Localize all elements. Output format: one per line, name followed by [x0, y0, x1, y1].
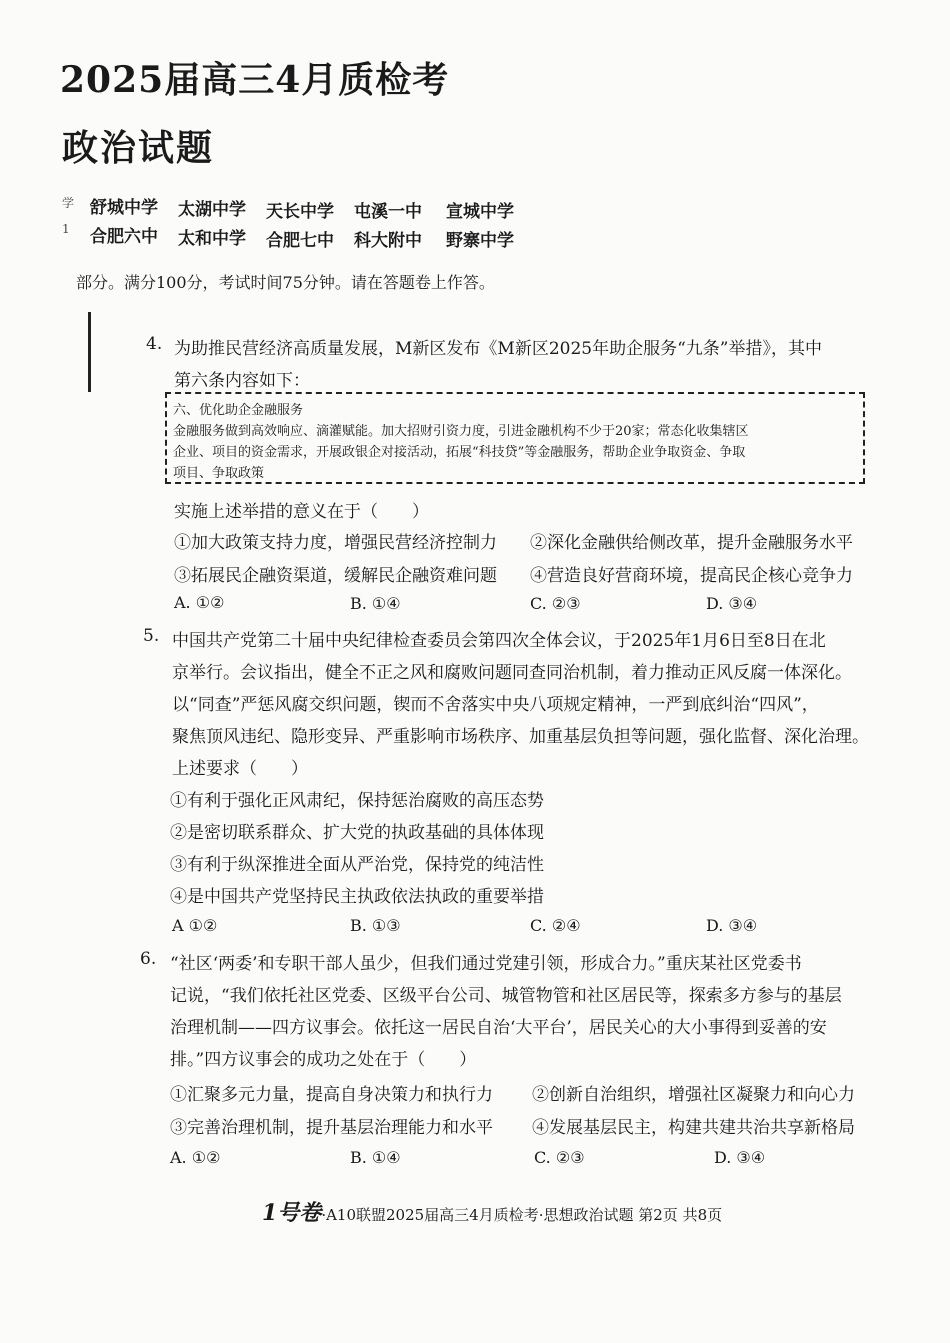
answer-choice: B. ①④	[350, 594, 401, 613]
publisher-logo: 1号卷	[262, 1200, 322, 1226]
school-name: 合肥七中	[266, 231, 334, 251]
answer-choice: D. ③④	[706, 916, 758, 935]
school-name: 宣城中学	[446, 202, 514, 222]
question-stem: 京举行。会议指出，健全不正之风和腐败问题同查同治机制，着力推动正风反腐一体深化。	[172, 663, 852, 683]
exam-note: 部分。满分100分，考试时间75分钟。请在答题卷上作答。	[76, 273, 495, 292]
box-line: 六、优化助企金融服务	[173, 403, 304, 418]
statement-item: ①加大政策支持力度，增强民营经济控制力	[174, 533, 497, 553]
margin-bar	[88, 312, 91, 392]
policy-excerpt-box	[165, 392, 865, 484]
school-name: 合肥六中	[90, 227, 158, 247]
statement-item: ②深化金融供给侧改革，提升金融服务水平	[530, 533, 853, 553]
question-stem: 以“同查”严惩风腐交织问题，锲而不舍落实中央八项规定精神，一严到底纠治“四风”，	[172, 695, 819, 715]
answer-choice: A. ①②	[170, 1148, 221, 1167]
answer-choice: D. ③④	[706, 594, 758, 613]
statement-item: ④是中国共产党坚持民主执政依法执政的重要举措	[170, 887, 544, 907]
school-name: 太湖中学	[178, 200, 246, 220]
school-name: 野寨中学	[446, 231, 514, 251]
answer-choice: C. ②④	[530, 916, 581, 935]
box-line: 企业、项目的资金需求，开展政银企对接活动，拓展“科技贷”等金融服务，帮助企业争取资金、争取	[173, 445, 746, 460]
question-ask: 上述要求（ ）	[172, 759, 308, 779]
question-ask: 排。”四方议事会的成功之处在于（ ）	[170, 1050, 477, 1070]
box-line: 项目、争取政策	[173, 466, 265, 481]
statement-item: ②是密切联系群众、扩大党的执政基础的具体体现	[170, 823, 544, 843]
school-name: 太和中学	[178, 229, 246, 249]
statement-item: ④营造良好营商环境，提高民企核心竞争力	[530, 566, 853, 586]
statement-item: ④发展基层民主，构建共建共治共享新格局	[532, 1118, 855, 1138]
school-name: 舒城中学	[90, 198, 158, 218]
statement-item: ③完善治理机制，提升基层治理能力和水平	[170, 1118, 493, 1138]
question-number: 4.	[146, 334, 163, 354]
school-name: 屯溪一中	[354, 202, 422, 222]
answer-choice: C. ②③	[534, 1148, 585, 1167]
question-number: 5.	[143, 626, 160, 646]
question-stem: 为助推民营经济高质量发展，M新区发布《M新区2025年助企服务“九条”举措》，其中	[174, 339, 822, 359]
answer-choice: A. ①②	[174, 593, 225, 612]
footer-text: ·A10联盟2025届高三4月质检考·思想政治试题 第2页 共8页	[321, 1206, 723, 1224]
question-stem: 中国共产党第二十届中央纪律检查委员会第四次全体会议，于2025年1月6日至8日在北	[172, 631, 826, 651]
answer-choice: B. ①④	[350, 1148, 401, 1167]
question-stem: 聚焦顶风违纪、隐形变异、严重影响市场秩序、加重基层负担等问题，强化监督、深化治理。	[172, 727, 869, 747]
subject-title: 政治试题	[62, 127, 215, 169]
question-stem: 治理机制——四方议事会。依托这一居民自治‘大平台’，居民关心的大小事得到妥善的安	[170, 1018, 827, 1038]
statement-item: ①有利于强化正风肃纪，保持惩治腐败的高压态势	[170, 791, 544, 811]
question-stem: 记说，“我们依托社区党委、区级平台公司、城管物管和社区居民等，探索多方参与的基层	[170, 986, 842, 1006]
statement-item: ③拓展民企融资渠道，缓解民企融资难问题	[174, 566, 497, 586]
school-name: 科大附中	[354, 231, 422, 251]
answer-choice: A ①②	[172, 916, 218, 935]
question-number: 6.	[140, 949, 157, 969]
answer-choice: C. ②③	[530, 594, 581, 613]
question-stem: “社区‘两委’和专职干部人虽少，但我们通过党建引领，形成合力。”重庆某社区党委书	[170, 954, 802, 974]
page-footer	[262, 1196, 722, 1227]
question-stem: 第六条内容如下：	[174, 371, 310, 391]
statement-item: ③有利于纵深推进全面从严治党，保持党的纯洁性	[170, 855, 544, 875]
answer-choice: B. ①③	[350, 916, 401, 935]
question-ask: 实施上述举措的意义在于（ ）	[174, 502, 429, 522]
statement-item: ①汇聚多元力量，提高自身决策力和执行力	[170, 1085, 493, 1105]
statement-item: ②创新自治组织，增强社区凝聚力和向心力	[532, 1085, 855, 1105]
box-line: 金融服务做到高效响应、滴灌赋能。加大招财引资力度，引进金融机构不少于20家；常态化收集辖区	[173, 424, 749, 439]
side-mark: 1	[62, 222, 70, 236]
side-mark: 学	[62, 196, 75, 210]
school-name: 天长中学	[266, 202, 334, 222]
exam-title: 2025届高三4月质检考	[60, 59, 450, 101]
answer-choice: D. ③④	[714, 1148, 766, 1167]
